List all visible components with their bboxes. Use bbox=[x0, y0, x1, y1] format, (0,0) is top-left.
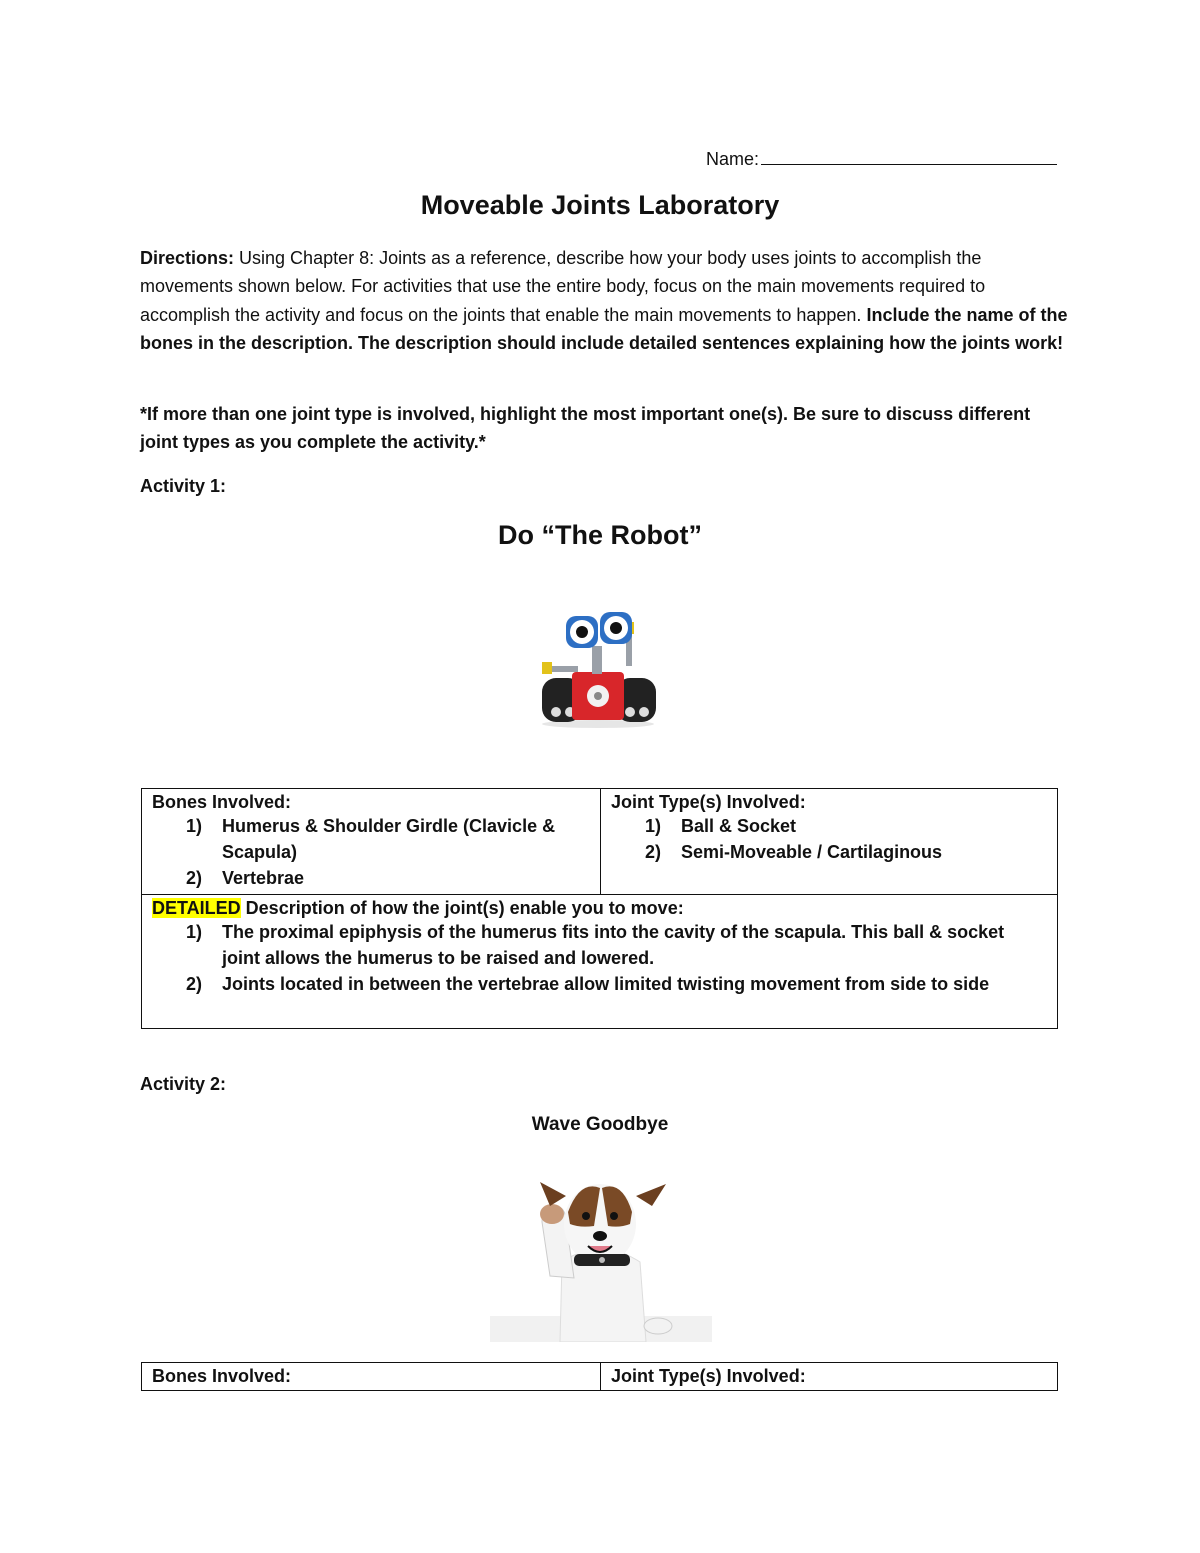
list-text: Ball & Socket bbox=[681, 816, 797, 836]
list-item bbox=[611, 839, 1047, 865]
bones-involved-header: Bones Involved: bbox=[152, 1366, 292, 1386]
table-row bbox=[142, 894, 1057, 1028]
list-text: Joints located in between the vertebrae allow limited twisting movement from side to side bbox=[222, 974, 990, 994]
activity-2-table bbox=[141, 1362, 1058, 1391]
list-number: 2) bbox=[186, 974, 203, 994]
list-number: 2) bbox=[186, 868, 203, 888]
directions-paragraph bbox=[140, 244, 1070, 358]
description-list bbox=[152, 919, 1047, 997]
list-text: Semi-Moveable / Cartilaginous bbox=[681, 842, 943, 862]
list-number: 2) bbox=[645, 842, 662, 862]
list-item bbox=[152, 919, 1047, 971]
bones-involved-cell[interactable] bbox=[142, 1363, 601, 1390]
joint-type-note: *If more than one joint type is involved, highlight the most important one(s). Be sure to discuss different joint types as you complete the activity.* bbox=[140, 404, 1031, 453]
joint-types-header: Joint Type(s) Involved: bbox=[611, 792, 806, 812]
list-number: 1) bbox=[645, 816, 662, 836]
list-item bbox=[152, 865, 590, 891]
detailed-highlight: DETAILED bbox=[152, 898, 241, 918]
list-number: 1) bbox=[186, 816, 203, 836]
description-header-text: Description of how the joint(s) enable you to move: bbox=[240, 898, 684, 918]
table-row bbox=[142, 1363, 1057, 1390]
joint-types-cell[interactable] bbox=[601, 1363, 1057, 1390]
list-number: 1) bbox=[186, 922, 203, 942]
list-item bbox=[152, 971, 1047, 997]
bones-involved-cell[interactable] bbox=[142, 789, 601, 894]
list-text: Vertebrae bbox=[222, 868, 305, 888]
joint-types-cell[interactable] bbox=[601, 789, 1057, 894]
name-blank-line[interactable] bbox=[761, 146, 1057, 165]
activity-2-title: Wave Goodbye bbox=[531, 1114, 669, 1135]
activity-1-table bbox=[141, 788, 1058, 1029]
description-cell[interactable] bbox=[142, 895, 1057, 1028]
bones-list bbox=[152, 813, 590, 891]
directions-bold-text: Include the name of the bones in the description. The description should include detailed sentences explaining how the joints work! bbox=[140, 304, 1068, 354]
activity-1-title: Do “The Robot” bbox=[498, 520, 702, 550]
bones-involved-header: Bones Involved: bbox=[152, 792, 292, 812]
robot-image bbox=[534, 600, 662, 728]
joint-types-header: Joint Type(s) Involved: bbox=[611, 1366, 806, 1386]
page-title: Moveable Joints Laboratory bbox=[420, 190, 780, 220]
list-item bbox=[152, 813, 590, 865]
name-label: Name: bbox=[706, 149, 760, 169]
activity-1-label: Activity 1: bbox=[140, 476, 227, 496]
activity-2-label: Activity 2: bbox=[140, 1074, 227, 1094]
joints-list bbox=[611, 813, 1047, 865]
directions-text: Using Chapter 8: Joints as a reference, describe how your body uses joints to accomplish the movements shown below. For activities that use the entire body, focus on the main movements required to accomplish the activity and focus on the joints that enable the main movements to happen. bbox=[140, 248, 986, 325]
list-text: The proximal epiphysis of the humerus fits into the cavity of the scapula. This ball & socket joint allows the humerus to be raised and lowered. bbox=[222, 922, 1005, 968]
name-field[interactable] bbox=[706, 146, 1057, 170]
list-text: Humerus & Shoulder Girdle (Clavicle & Scapula) bbox=[222, 816, 556, 862]
dog-waving-image bbox=[490, 1166, 712, 1342]
table-row bbox=[142, 789, 1057, 894]
description-header bbox=[152, 898, 1047, 919]
list-item bbox=[611, 813, 1047, 839]
directions-label: Directions: bbox=[140, 248, 235, 268]
